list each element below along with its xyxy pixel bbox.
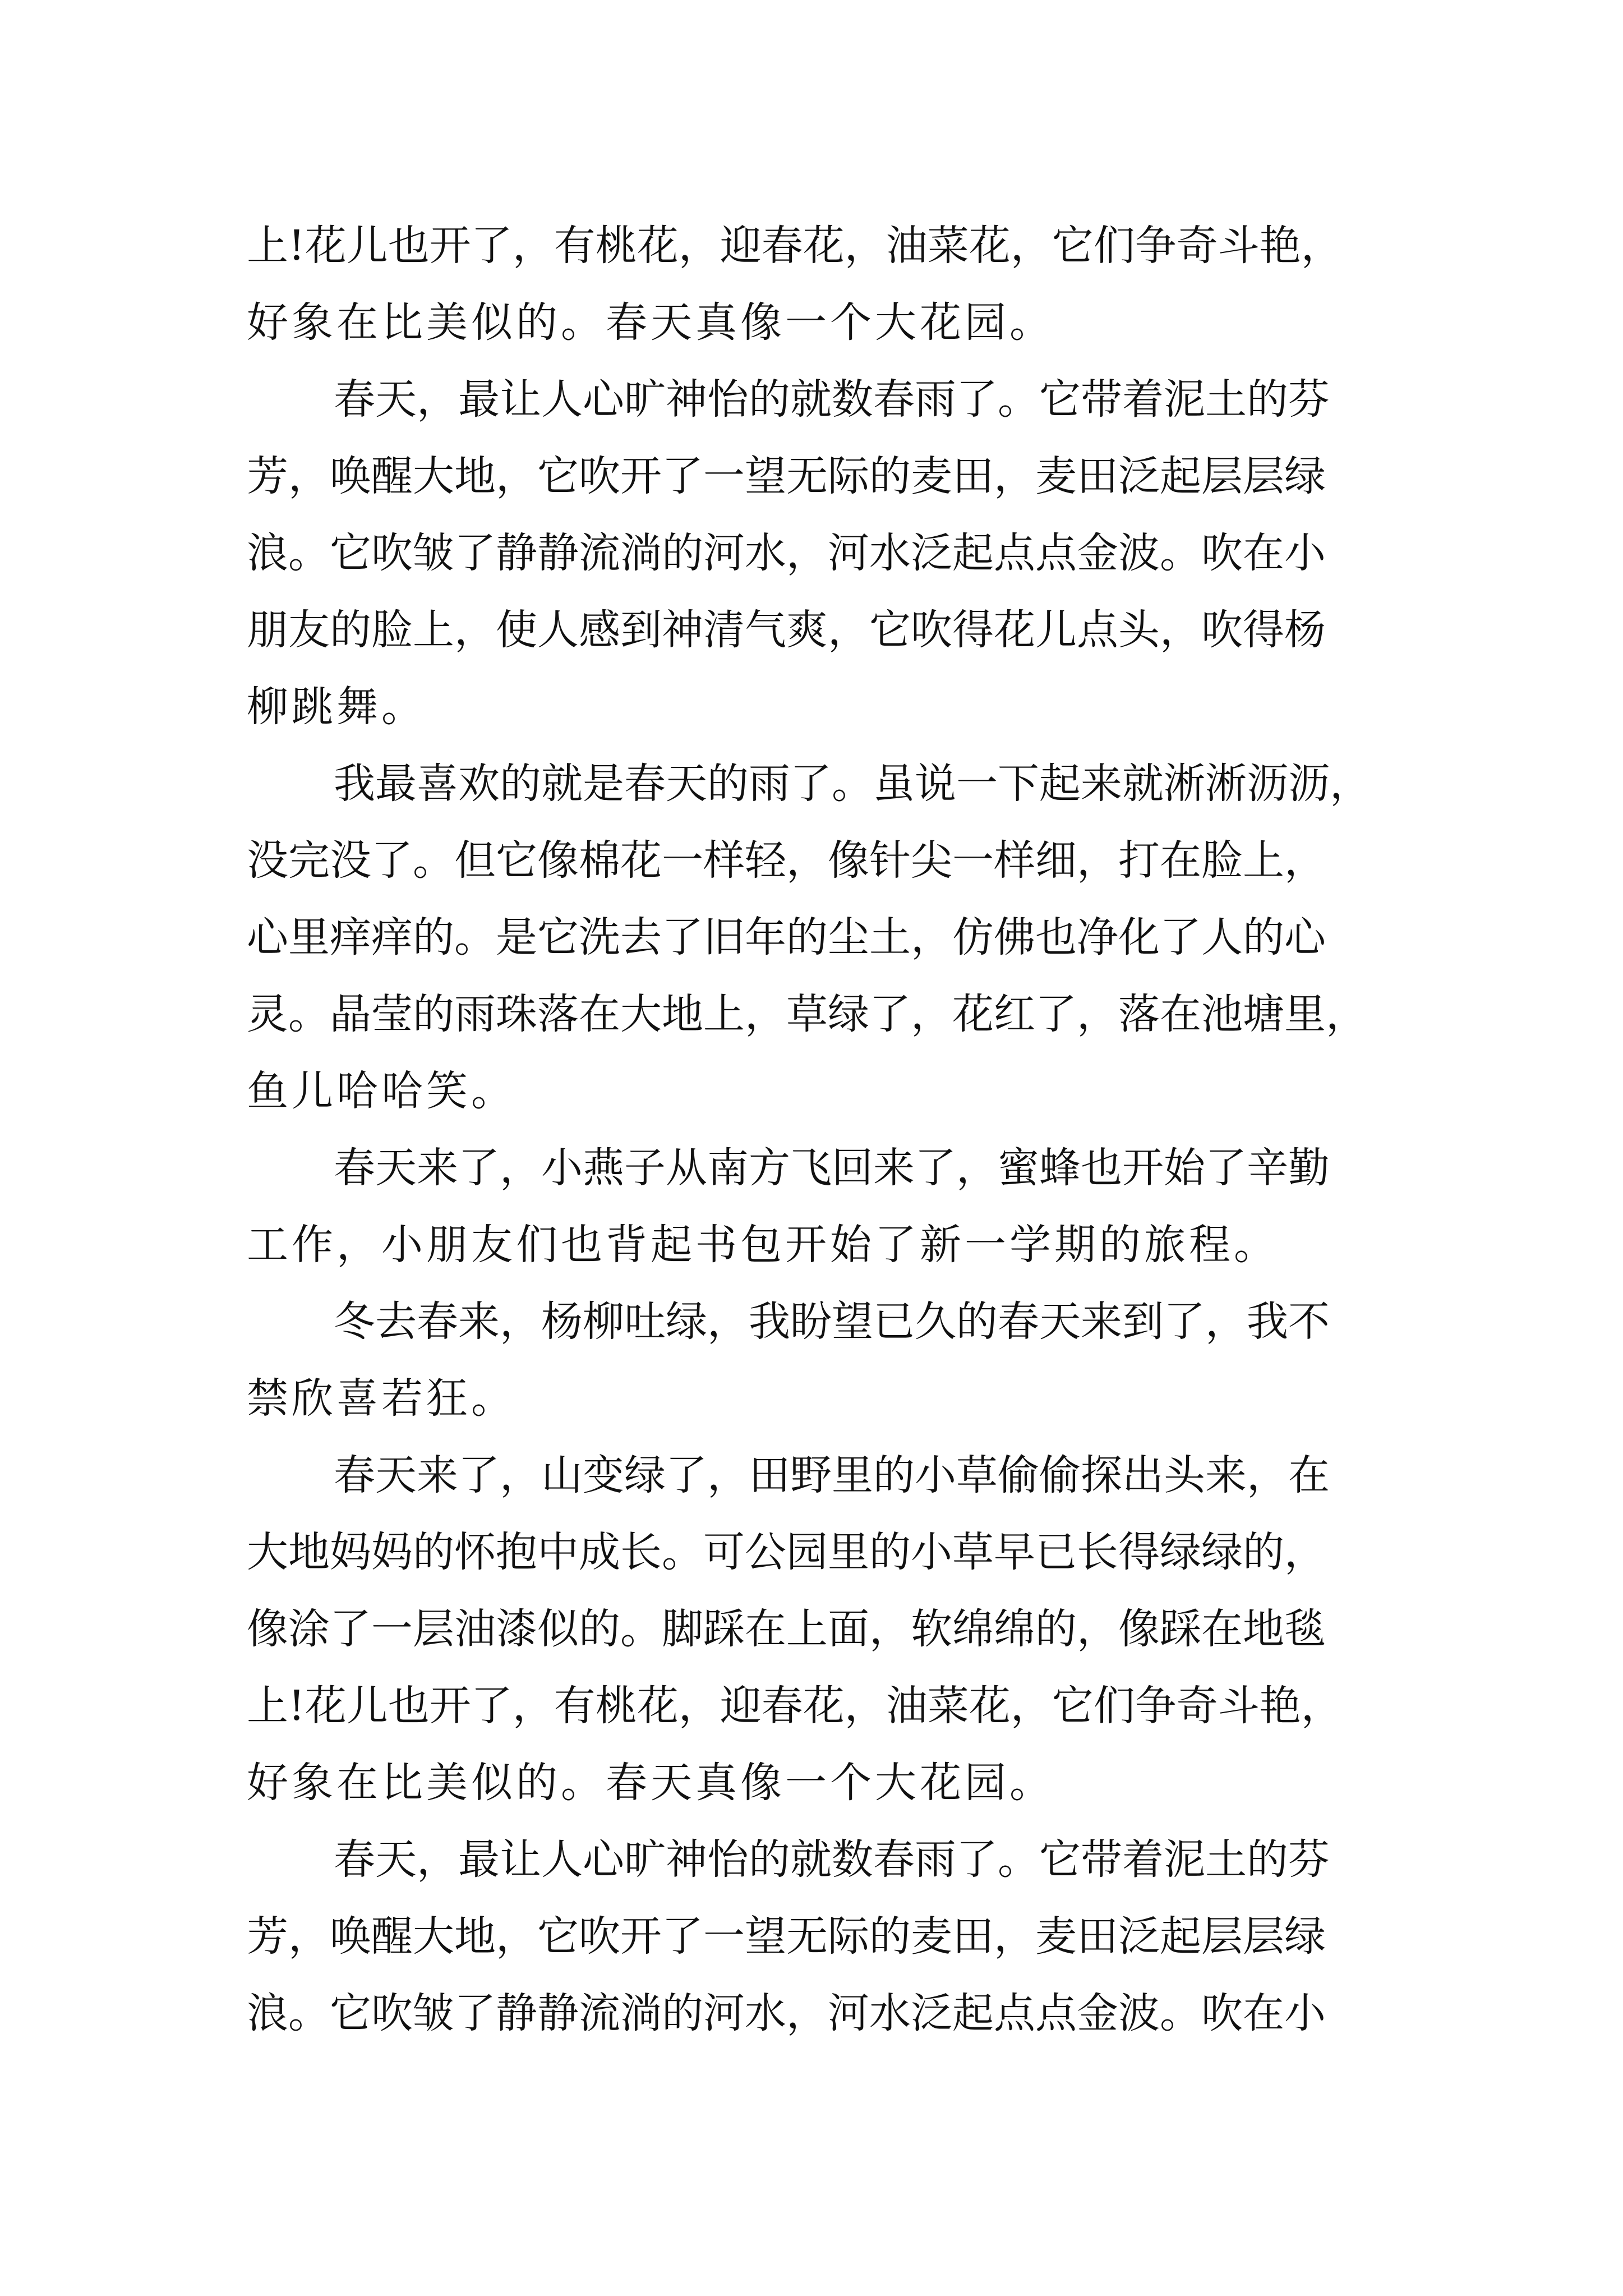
text-line: 上!花儿也开了，有桃花，迎春花，油菜花，它们争奇斗艳， [247, 1682, 1343, 1730]
text-line: 上!花儿也开了，有桃花，迎春花，油菜花，它们争奇斗艳， [247, 222, 1343, 270]
text-line: 灵。晶莹的雨珠落在大地上，草绿了，花红了，落在池塘里， [247, 990, 1367, 1038]
text-line: 芳，唤醒大地，它吹开了一望无际的麦田，麦田泛起层层绿 [247, 1912, 1326, 1961]
text-line: 像涂了一层油漆似的。脚踩在上面，软绵绵的，像踩在地毯 [247, 1605, 1326, 1653]
text-line: 浪。它吹皱了静静流淌的河水，河水泛起点点金波。吹在小 [247, 1989, 1326, 2037]
text-line: 浪。它吹皱了静静流淌的河水，河水泛起点点金波。吹在小 [247, 529, 1326, 577]
text-line: 春天来了，小燕子从南方飞回来了，蜜蜂也开始了辛勤 [334, 1144, 1330, 1192]
text-line: 好象在比美似的。春天真像一个大花园。 [247, 1759, 1054, 1807]
text-line: 春天，最让人心旷神怡的就数春雨了。它带着泥土的芬 [334, 1835, 1330, 1884]
text-line: 工作，小朋友们也背起书包开始了新一学期的旅程。 [247, 1221, 1279, 1269]
text-line: 朋友的脸上，使人感到神清气爽，它吹得花儿点头，吹得杨 [247, 606, 1326, 654]
text-line: 好象在比美似的。春天真像一个大花园。 [247, 298, 1054, 347]
text-line: 芳，唤醒大地，它吹开了一望无际的麦田，麦田泛起层层绿 [247, 452, 1326, 500]
text-line: 禁欣喜若狂。 [247, 1374, 516, 1423]
text-line: 心里痒痒的。是它洗去了旧年的尘土，仿佛也净化了人的心 [247, 913, 1326, 961]
text-line: 大地妈妈的怀抱中成长。可公园里的小草早已长得绿绿的， [247, 1528, 1326, 1576]
text-line: 冬去春来，杨柳吐绿，我盼望已久的春天来到了，我不 [334, 1297, 1330, 1346]
text-line: 我最喜欢的就是春天的雨了。虽说一下起来就淅淅沥沥， [334, 760, 1371, 808]
document-body [247, 208, 1385, 2052]
text-line: 春天来了，山变绿了，田野里的小草偷偷探出头来，在 [334, 1451, 1330, 1499]
text-line: 春天，最让人心旷神怡的就数春雨了。它带着泥土的芬 [334, 375, 1330, 424]
text-line: 没完没了。但它像棉花一样轻，像针尖一样细，打在脸上， [247, 836, 1326, 885]
text-line: 鱼儿哈哈笑。 [247, 1067, 516, 1115]
text-line: 柳跳舞。 [247, 683, 426, 731]
